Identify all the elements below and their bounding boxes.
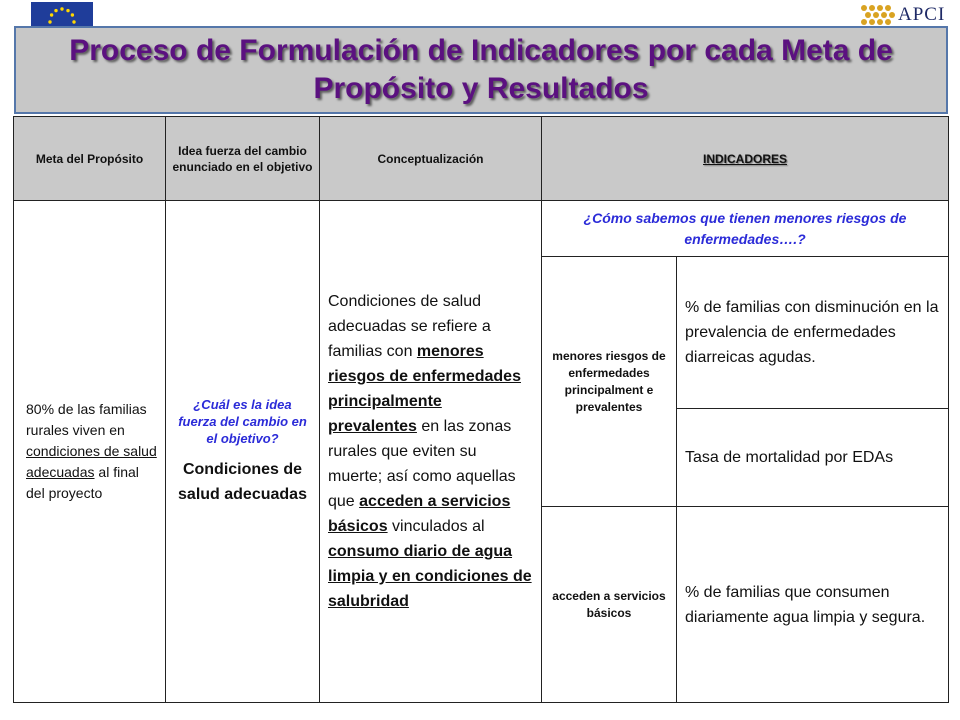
indicator-3: % de familias que consumen diariamente agua limpia y segura. (677, 507, 949, 703)
page-title (69, 32, 893, 108)
title-band (14, 26, 948, 114)
question-cell: ¿Cómo sabemos que tienen menores riesgos de enfermedades….? (542, 201, 949, 257)
idea-cell (166, 201, 320, 703)
meta-text-2: al final del proyecto (26, 464, 139, 501)
concept-text-2: en las zonas rurales que eviten su muerte; así como aquellas que (328, 418, 516, 510)
meta-underlined: condiciones de salud adecuadas (26, 443, 157, 480)
idea-question: ¿Cuál es la idea fuerza del cambio en el objetivo? (178, 397, 307, 446)
table-row (14, 201, 949, 257)
concept-key-3: consumo diario de agua limpia y en condiciones de salubridad (328, 543, 532, 610)
concept-text-1: Condiciones de salud adecuadas se refiere a familias con (328, 293, 491, 360)
indicator-1: % de familias con disminución en la prevalencia de enfermedades diarreicas agudas. (677, 257, 949, 409)
header-indicators-label: INDICADORES (703, 151, 788, 166)
concept-key-2: acceden a servicios básicos (328, 493, 511, 535)
header-indicators (542, 117, 949, 201)
title-line-2: Propósito y Resultados (313, 72, 649, 105)
meta-text-1: 80% de las familias rurales viven en (26, 401, 147, 438)
category-1: menores riesgos de enfermedades principalment e prevalentes (542, 257, 677, 507)
category-2: acceden a servicios básicos (542, 507, 677, 703)
header-concept: Conceptualización (320, 117, 542, 201)
indicators-table (13, 116, 949, 703)
title-line-1: Proceso de Formulación de Indicadores por cada Meta de (69, 34, 893, 67)
header-row (14, 117, 949, 201)
header-meta: Meta del Propósito (14, 117, 166, 201)
header-idea: Idea fuerza del cambio enunciado en el objetivo (166, 117, 320, 201)
idea-answer: Condiciones de salud adecuadas (178, 461, 307, 503)
apci-pattern-icon (858, 2, 898, 28)
concept-cell (320, 201, 542, 703)
apci-name: APCI (898, 4, 946, 25)
indicator-2: Tasa de mortalidad por EDAs (677, 409, 949, 507)
meta-cell (14, 201, 166, 703)
concept-text-3: vinculados al (387, 518, 485, 535)
concept-key-1: menores riesgos de enfermedades principalmente prevalentes (328, 343, 521, 435)
